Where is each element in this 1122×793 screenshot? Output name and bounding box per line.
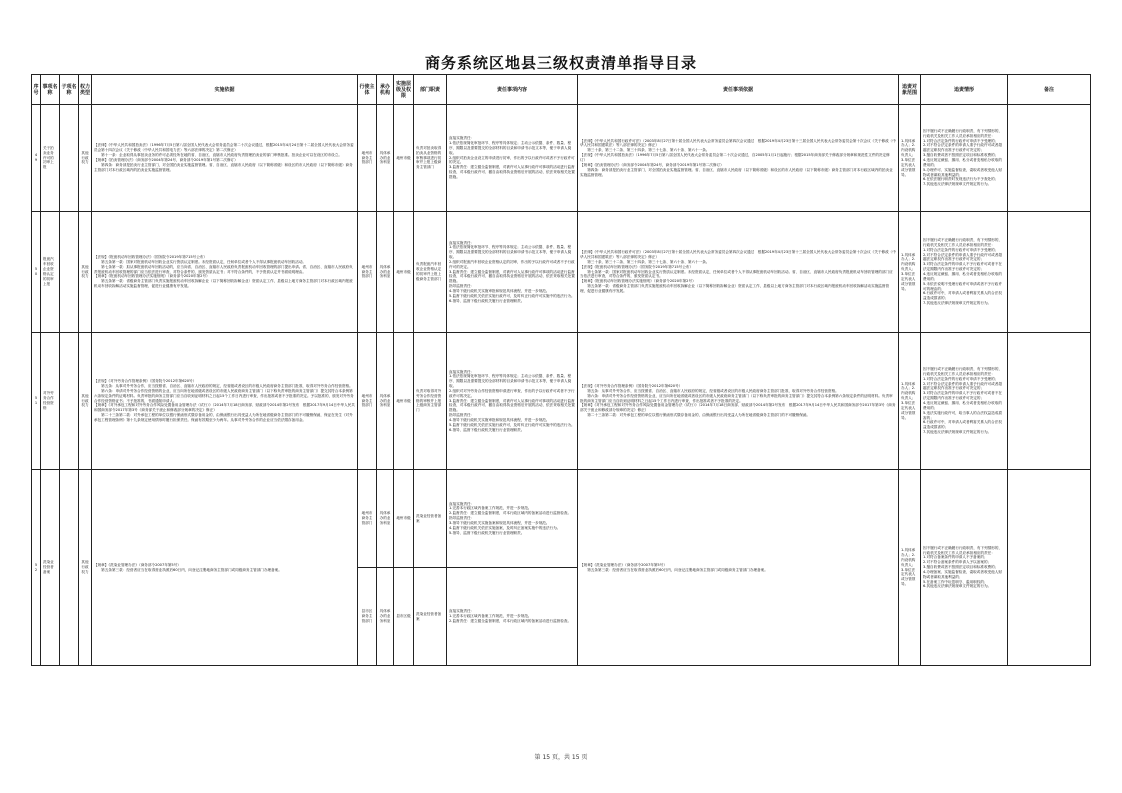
header-item: 事项名称 — [41, 75, 60, 105]
row-power-type: 其他行政权力 — [79, 105, 92, 212]
header-power-type: 权力类型 — [79, 75, 92, 105]
header-accountability-cases: 追责情形 — [921, 75, 1008, 105]
row-seq: 51 — [32, 333, 41, 470]
row-subject: 地州市商务主管部门 — [358, 470, 377, 568]
table-row — [32, 333, 1091, 470]
row-subitem — [60, 470, 79, 666]
row-level: 地州市级 — [394, 105, 414, 212]
row-subitem — [60, 333, 79, 470]
row-subject: 地州市商务主管部门 — [358, 105, 377, 212]
row-basis: 【规章】《洗染业管理办法》（商务部令2007年第5号） 第五条第三款：经营者应当在取得营业执照后60日内，向登记注册地商务主管部门或同级商务主管部门办理备案。 — [92, 470, 358, 666]
header-level: 实施层级及权限 — [394, 75, 414, 105]
row-power-type: 其他行政权力 — [79, 333, 92, 470]
row-dept-duty: 负责报废汽车回收企业资格认定的初审并上报上级商务主管部门 — [414, 212, 447, 333]
table-row — [32, 105, 1091, 212]
row-accountability-cases: 因不履行或不正确履行行政职责，有下列情形的，行政机关及相关工作人员应承担相应的责任： 1.对符合备案条件的申请人不予备案的； 2.对不符合备案条件的申请人予以备案的； 3.擅自收费或者不按照法定项目和标准收费的； 4.办理备案、实施监督检查，索取或者收受他人财物或者谋取其他利益的； 5.在备案工作中玩忽职守、滥用职权的； 6.其他违反法律法规规章文件规定的行为。 — [921, 470, 1008, 666]
row-item: 关于拍卖业务许可的初审上报 — [41, 105, 60, 212]
header-basis: 实施依据 — [92, 75, 358, 105]
row-basis: 【法规】《对外劳务合作管理条例》（国务院令2012年第620号） 第五条：从事对外劳务合作，应当按照省、自治区、直辖市人民政府的规定，经省级或者设区的市级人民政府商务主管部门批准，取得对外劳务合作经营资格。 第六条：申请对外劳务合作经营资格的企业，应当向所在地省级或者设区的市级人民政府商务主管部门（以下称负责审批的商务主管部门）提交其符合本条例第六条规定条件的证明材料。负责审批的商务主管部门应当自收到证明材料之日起15个工作日内进行审查，作出批准或者不予批准的决定。予以批准的，颁发对外劳务合作经营资格证书；不予批准的，书面通知申请人。 【规章】《对外承包工程和对外劳务合作风险处置备用金管理办法（试行）》（2014年7月18日商务部、财政部令2014年第2号发布 根据2017年9月14日中华人民共和国商务部令2017年第3号《商务部关于废止和修改部分规章的决定》修正） 第二十三条第二款：对外承包工程的单位以银行保函形式缴存备用金的，由保函银行出具受益人为所在地省级商务主管部门的不可撤销保函，保证在发生《对外承包工程管理条例》第十九条规定使用情形时履行担保责任。保函有效期至少为两年。从事对外劳务合作的企业应当依法缴存备用金。 — [92, 333, 358, 470]
row-subitem — [60, 212, 79, 333]
header-duty-content: 责任事项内容 — [447, 75, 578, 105]
row-duty-content: 直接实施责任： 1.完善本行政区域内备案工作规范，并进一步规范。 2.监督责任：建立健全监督制度，对本行政区域内的备案活动进行监督检查。 指导监督责任： 3.指导下级行政机关实施备案和规范具体流程，并进一步规范。 4.监督下级行政机关依法实施备案，及时纠正备案实施中的违法行为。 5.指导、监督下级行政机关履行行业管理职责。 — [447, 470, 578, 568]
row-duty-content: 直接实施责任： 1.依法依规简化审批环节、程序等具体规定；主动公示依据、条件、数量、程序、期限以及需要提交的全部材料的目录和申请书示范文本等，便于申请人阅取。 2.组织对报废汽车回收企业资格认定的初审，作出的予以行政许可或者不予行政许可的决定。 3.监督责任：建立健全监督制度，对被许可人从事行政许可事项的活动进行监督检查，对本级行政许可、撤自由取得执业资格后开展的活动，依法采取相关处置措施。 指导监督责任： 4.指导下级行政机关实施审批和规范具体流程，并进一步规范。 5.监督下级行政机关依法实施行政许可，及时纠正行政许可实施中的违法行为。 6.指导、监督下级行政机关履行行业管理职责。 — [447, 212, 578, 333]
row-handler: 具体承办的业务科室 — [377, 212, 394, 333]
row-level: 地州市级 — [394, 470, 414, 568]
row-accountability-scope: 1.具体承办人；2.内设机构负责人；3.单位法定代表人或分管领导。 — [899, 470, 921, 666]
row-dept-duty: 洗染业经营者备案 — [414, 470, 447, 568]
row-remarks — [1008, 333, 1091, 470]
row-power-type: 其他行政权力 — [79, 212, 92, 333]
row-remarks — [1008, 105, 1091, 212]
header-handler: 承办机构 — [377, 75, 394, 105]
row-handler: 具体承办的业务科室 — [377, 568, 394, 666]
header-row — [32, 75, 1091, 105]
row-accountability-scope: 1.具体承办人；2.内设机构负责人；3.单位法定代表人或分管领导。 — [899, 212, 921, 333]
header-duty-basis: 责任事项依据 — [578, 75, 899, 105]
row-item: 报废汽车回收企业资格认定的初审上报 — [41, 212, 60, 333]
row-accountability-cases: 因不履行或不正确履行行政职责，有下列情形的，行政机关及相关工作人员应承担相应的责任： 1.对符合法定条件的行政许可申请不予受理的； 2.对不符合法定条件的申请人准予行政许可或者超越法定职权作出准予行政许可决定的； 3.擅自收费或者不按照法定项目和标准收费的； 4.违反规定截留、挪用、私分或者变相私分收取的费用的； 5.办理许可、实施监督检查，索取或者收受他人财物或者谋取其他利益的； 6.在依法履行职责时发现违法行为不予查处的； 7.其他违反法律法规规章文件规定的行为。 — [921, 105, 1008, 212]
table-row — [32, 212, 1091, 333]
row-handler: 具体承办的业务科室 — [377, 333, 394, 470]
row-remarks — [1008, 212, 1091, 333]
header-seq: 序号 — [32, 75, 41, 105]
row-accountability-scope: 1.具体承办人；2.内设机构负责人；3.单位法定代表人或分管领导。 — [899, 105, 921, 212]
row-level: 县市区级 — [394, 568, 414, 666]
row-item: 对外劳务合作经营资格 — [41, 333, 60, 470]
row-dept-duty: 洗染业经营者备案 — [414, 568, 447, 666]
header-remarks: 备注 — [1008, 75, 1091, 105]
page-footer: 第 15 页，共 15 页 — [534, 754, 588, 761]
row-dept-duty: 负责对取得对外劳务合作经营资格的审核并上报上级商务主管部门 — [414, 333, 447, 470]
header-dept-duty: 部门职责 — [414, 75, 447, 105]
row-item: 洗染业经营者备案 — [41, 470, 60, 666]
row-duty-content: 直接实施责任： 1.依法依规简化审批环节、程序等具体规定；主动公示依据、条件、数量、程序、期限以及需要提交的全部材料的目录和申请书示范文本等，便于申请人阅取。 2.组织对对外劳务合作经营资格申请进行审查，作出的予以行政许可或者不予行政许可的决定。 3.监督责任：建立健全监督制度，对被许可人从事行政许可事项的活动进行监督检查，对本级行政许可、撤自由取得执业资格后开展的活动，依法采取相关处置措施。 指导监督责任： 4.指导下级行政机关实施审批和规范具体流程，并进一步规范。 5.监督下级行政机关依法实施行政许可，及时纠正行政许可实施中的违法行为。 6.指导、监督下级行政机关履行行业管理职责。 — [447, 333, 578, 470]
header-subitem: 子项名称 — [60, 75, 79, 105]
row-accountability-scope: 1.具体承办人；2.内设机构负责人；3.单位法定代表人或分管领导。 — [899, 333, 921, 470]
row-seq: 50 — [32, 212, 41, 333]
row-duty-basis: 【法规】《对外劳务合作管理条例》（国务院令2012年第620号） 第五条：从事对外劳务合作，应当按照省、自治区、直辖市人民政府的规定，经省级或者设区的市级人民政府商务主管部门批准，取得对外劳务合作经营资格。 第六条：申请对外劳务合作经营资格的企业，应当向所在地省级或者设区的市级人民政府商务主管部门（以下称负责审批的商务主管部门）提交其符合本条例第六条规定条件的证明材料。负责审批的商务主管部门应当自收到证明材料之日起15个工作日内进行审查，作出批准或者不予批准的决定。 【规章】《对外承包工程和对外劳务合作风险处置备用金管理办法（试行）》（2014年7月18日商务部、财政部令2014年第2号发布 根据2017年9月14日中华人民共和国商务部令2017年第3号《商务部关于废止和修改部分规章的决定》修正） 第二十三条第二款：对外承包工程的单位以银行保函形式缴存备用金的，由保函银行出具受益人为所在地省级商务主管部门的不可撤销保函。 — [578, 333, 899, 470]
row-dept-duty: 负责对拍卖取得拍卖从业资格的审核事项进行初审并上报上级商务主管部门 — [414, 105, 447, 212]
table-row — [32, 470, 1091, 568]
row-remarks — [1008, 470, 1091, 666]
row-subject: 县市区商务主管部门 — [358, 568, 377, 666]
header-accountability-scope: 追责对象范围 — [899, 75, 921, 105]
row-level: 地州市级 — [394, 212, 414, 333]
row-basis: 【法律】《中华人民共和国拍卖法》（1996年7月5日第八届全国人民代表大会常务委员会第二十次会议通过，根据2015年4月24日第十二届全国人民代表大会常务委员会第十四次会议《关于修改〈中华人民共和国电力法〉等六部法律的决定》第二次修正） 第十一条：企业取得从事拍卖业务的许可必须经所在地的省、自治区、直辖市人民政府负责管理拍卖业的部门审核批准。拍卖企业可以在设区的市设立。 【规章】《拍卖管理办法》（商务部令2004年第24号，商务部令2019年第1号第二次修订） 第四条：商务部是拍卖行业主管部门，对全国拍卖业实施监督管理。省、自治区、直辖市人民政府（以下简称省级）和设区的市人民政府（以下简称市级）商务主管部门对本行政区域内的拍卖业实施监督管理。 — [92, 105, 358, 212]
row-seq: 52 — [32, 470, 41, 666]
row-subitem — [60, 105, 79, 212]
row-accountability-cases: 因不履行或不正确履行行政职责，有下列情形的，行政机关及相关工作人员应承担相应的责任： 1.对符合法定条件的行政许可申请不予受理的； 2.对不符合法定条件的申请人准予行政许可或者超越法定职权作出准予行政许可决定的； 3.对符合法定条件的申请人不予行政许可或者不在法定期限内作出准予行政许可决定的； 4.违反规定截留、挪用、私分或者变相私分收取的费用的； 5.违法实施行政许可，给当事人的合法权益造成损害的； 6.行政许可中，对申请人或者利害关系人的合法权益造成损害的； 7.其他违反法律法规规章文件规定的行为。 — [921, 333, 1008, 470]
page-title: 商务系统区地县三级权责清单指导目录 — [424, 54, 697, 72]
row-subject: 地州市商务主管部门 — [358, 333, 377, 470]
row-accountability-cases: 因不履行或不正确履行行政职责，有下列情形的，行政机关及相关工作人员应承担相应的责任： 1.对符合法定条件的行政许可申请不予受理的； 2.对不符合法定条件的申请人准予行政许可或者超越法定职权作出准予行政许可决定的； 3.对符合法定条件的申请人不予行政许可或者不在法定期限内作出准予行政许可决定的； 4.违反规定截留、挪用、私分或者变相私分收取的费用的； 5.未依法说明不受理行政许可申请或者不予行政许可的理由的； 6.行政许可中，对申请人或者利害关系人的合法权益造成损害的； 7.其他违反法律法规规章文件规定的行为。 — [921, 212, 1008, 333]
row-duty-basis: 【规章】《洗染业管理办法》（商务部令2007年第5号） 第五条第三款：经营者应当在取得营业执照后60日内，向登记注册地商务主管部门或同级商务主管部门办理备案。 — [578, 470, 899, 666]
row-subject: 地州市商务主管部门 — [358, 212, 377, 333]
row-duty-content: 直接实施责任： 1.完善本行政区域内备案工作规范，并进一步规范。 2.监督责任：建立健全监督制度，对本行政区域内的备案活动进行监督检查。 — [447, 568, 578, 666]
row-power-type: 其他行政权力 — [79, 470, 92, 666]
row-basis: 【法规】《报废机动车回收管理办法》（国务院令2019年第715号公布） 第五条第一款：国家对报废机动车回收企业实行资质认定制度。未经资质认定，任何单位或者个人不得从事报废机动车回收活动。 第七条第一款：拟从事报废机动车回收活动的，应当向省、自治区、直辖市人民政府负责报废机动车回收管理的部门提出申请。省、自治区、直辖市人民政府负责报废机动车回收管理的部门应当依法进行审查，对符合条件的，颁发资质认定书；对不符合条件的，不予资质认定并书面说明理由。 【规章】《报废机动车回收管理办法实施细则》（商务部令2020年第2号） 第五条第一款：省级商务主管部门负责实施报废机动车回收拆解企业（以下简称回收拆解企业）资质认定工作，县级以上地方商务主管部门对本行政区域内报废机动车回收拆解活动实施监督管理，促进行业健康有序发展。 — [92, 212, 358, 333]
row-handler: 具体承办的业务科室 — [377, 470, 394, 568]
row-duty-basis: 【法律】《中华人民共和国行政许可法》（2003年8月27日第十届全国人民代表大会常务委员会第四次会议通过 根据2019年4月23日第十三届全国人民代表大会常务委员会第十次会议《关于修改〈中华人民共和国建筑法〉等八部法律的决定》修正） 第三十条、第三十二条、第三十四条、第三十七条、第六十条、第六十一条。 【法规】《报废机动车回收管理办法》（国务院令2019年第715号公布） 第七条第一款：国家对报废机动车回收企业实行资质认定制度。未经资质认定，任何单位或者个人不得从事报废机动车回收活动。省、自治区、直辖市人民政府负责报废机动车回收管理的部门应当依法进行审查，对符合条件的，颁发资质认定书。 【规章】《报废机动车回收管理办法实施细则》（商务部令2020年第2号） 第五条第一款：省级商务主管部门负责实施报废机动车回收拆解企业（以下简称回收拆解企业）资质认定工作，县级以上地方商务主管部门对本行政区域内报废机动车回收拆解活动实施监督管理，促进行业健康有序发展。 — [578, 212, 899, 333]
header-subject: 行使主体 — [358, 75, 377, 105]
row-seq: 49 — [32, 105, 41, 212]
row-duty-content: 直接实施责任： 1.依法依规简化审批环节、程序等具体规定；主动公示依据、条件、数量、程序、期限以及需要提交的全部材料的目录和申请书示范文本等，便于申请人阅取。 2.组织对拍卖企业设立的申请进行初审，作出的予以行政许可或者不予行政许可的决定。 3.监督责任：建立健全监督制度，对被许可人从事行政许可事项的活动进行监督检查，对本级行政许可、撤自由取得执业资格后开展的活动，依法采取相关处置措施。 — [447, 105, 578, 212]
row-level: 地州市级 — [394, 333, 414, 470]
row-duty-basis: 【法律】《中华人民共和国行政许可法》（2003年8月27日第十届全国人民代表大会常务委员会第四次会议通过 根据2019年4月23日第十三届全国人民代表大会常务委员会第十次会议《关于修改〈中华人民共和国建筑法〉等八部法律的决定》修正） 第三十条、第三十二条、第三十四条、第三十七条、第六十条、第六十一条。 【法规】《中华人民共和国拍卖法》（1996年7月5日第八届全国人民代表大会常务委员会第二十次会议通过，自2005年1月1日起施行；根据2015年商务部关于修改部分规章和规范性文件的决定修订） 【规章】《拍卖管理办法》（商务部令2004年第24号，商务部令2019年第1号第二次修订） 第四条：商务部是拍卖行业主管部门，对全国拍卖业实施监督管理。省、自治区、直辖市人民政府（以下简称省级）和设区的市人民政府（以下简称市级）商务主管部门对本行政区域内的拍卖业实施监督管理。 — [578, 105, 899, 212]
responsibility-table — [31, 74, 1091, 666]
row-handler: 具体承办的业务科室 — [377, 105, 394, 212]
